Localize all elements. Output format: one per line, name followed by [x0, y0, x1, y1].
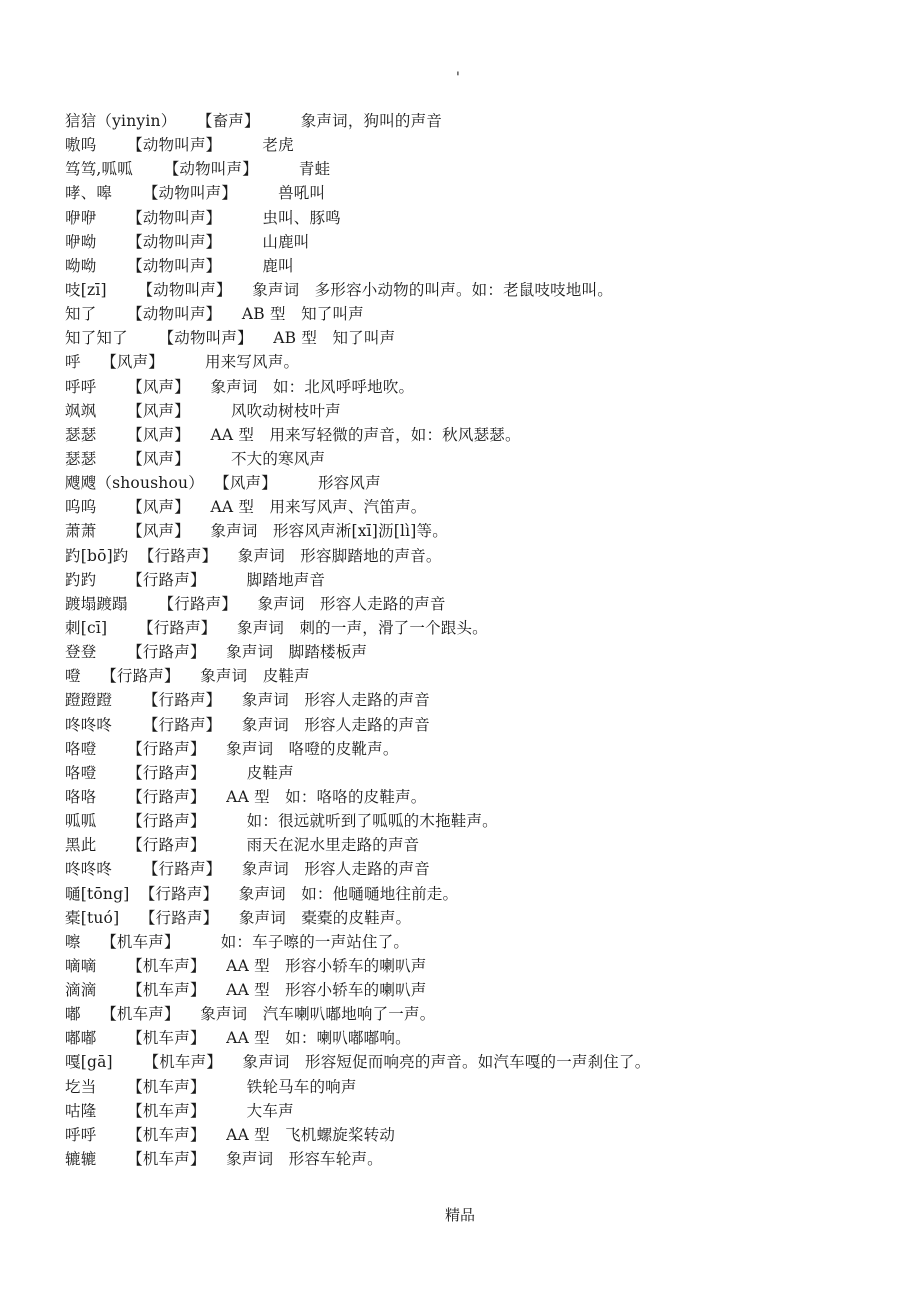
entry-line: 咚咚咚 【行路声】 象声词 形容人走路的声音 [65, 860, 430, 879]
entry-line: 刺[cī] 【行路声】 象声词 刺的一声，滑了一个跟头。 [65, 618, 488, 637]
entry-line: 咚咚咚 【行路声】 象声词 形容人走路的声音 [65, 715, 430, 734]
entry-line: 知了知了 【动物叫声】 AB 型 知了叫声 [65, 329, 396, 348]
entry-line: 呼呼 【风声】 象声词 如：北风呼呼地吹。 [65, 377, 415, 396]
entry-line: 萧萧 【风声】 象声词 形容风声淅[xī]沥[lì]等。 [65, 522, 448, 541]
entry-line: 呼 【风声】 用来写风声。 [65, 353, 300, 372]
entry-line: 呱呱 【行路声】 如：很远就听到了呱呱的木拖鞋声。 [65, 812, 498, 831]
entry-line: 咿呦 【动物叫声】 山鹿叫 [65, 232, 310, 251]
entry-line: 呼呼 【机车声】 AA 型 飞机螺旋桨转动 [65, 1125, 396, 1144]
entry-line: 滴滴 【机车声】 AA 型 形容小轿车的喇叭声 [65, 981, 427, 1000]
entry-line: 嘀嘀 【机车声】 AA 型 形容小轿车的喇叭声 [65, 956, 427, 975]
entry-line: 飒飒 【风声】 风吹动树枝叶声 [65, 401, 341, 420]
entry-line: 知了 【动物叫声】 AB 型 知了叫声 [65, 305, 364, 324]
entry-line: 登登 【行路声】 象声词 脚踏楼板声 [65, 643, 368, 662]
entry-line: 圪当 【机车声】 铁轮马车的响声 [65, 1077, 357, 1096]
entry-line: 哮、嗥 【动物叫声】 兽吼叫 [65, 184, 326, 203]
entry-line: 咯噔 【行路声】 皮鞋声 [65, 763, 294, 782]
entry-line: 飕飕（shoushou） 【风声】 形容风声 [65, 474, 381, 493]
page-footer: 精品 [444, 1206, 475, 1224]
entry-line: 嘟嘟 【机车声】 AA 型 如：喇叭嘟嘟响。 [65, 1029, 411, 1048]
entry-line: 黑此 【行路声】 雨天在泥水里走路的声音 [65, 836, 420, 855]
entry-line: 呦呦 【动物叫声】 鹿叫 [65, 256, 294, 275]
entry-line: 嚓 【机车声】 如：车子嚓的一声站住了。 [65, 932, 410, 951]
entry-line: 嘟 【机车声】 象声词 汽车喇叭嘟地响了一声。 [65, 1005, 436, 1024]
entry-line: 吱[zī] 【动物叫声】 象声词 多形容小动物的叫声。如：老鼠吱吱地叫。 [65, 280, 613, 299]
entry-line: 咿咿 【动物叫声】 虫叫、豚鸣 [65, 208, 341, 227]
entry-line: 嗷呜 【动物叫声】 老虎 [65, 136, 294, 155]
entry-line: 嘎[gā] 【机车声】 象声词 形容短促而响亮的声音。如汽车嘎的一声刹住了。 [65, 1053, 651, 1072]
entry-line: 橐[tuó] 【行路声】 象声词 橐橐的皮鞋声。 [65, 908, 412, 927]
entry-line: 踱塌踱蹋 【行路声】 象声词 形容人走路的声音 [65, 594, 446, 613]
entry-line: 瑟瑟 【风声】 不大的寒风声 [65, 449, 326, 468]
entry-line: 瑟瑟 【风声】 AA 型 用来写轻微的声音，如：秋风瑟瑟。 [65, 425, 521, 444]
entry-line: 蹬蹬蹬 【行路声】 象声词 形容人走路的声音 [65, 691, 430, 710]
entry-line: 狺狺（yinyin） 【畜声】 象声词，狗叫的声音 [65, 112, 443, 130]
entry-line: 趵[bō]趵 【行路声】 象声词 形容脚踏地的声音。 [65, 546, 442, 565]
top-mark: ' [456, 70, 460, 86]
entry-line: 呜呜 【风声】 AA 型 用来写风声、汽笛声。 [65, 498, 427, 517]
entry-line: 笃笃,呱呱 【动物叫声】 青蛙 [65, 160, 331, 179]
entry-line: 咕隆 【机车声】 大车声 [65, 1101, 294, 1120]
entry-line: 噔 【行路声】 象声词 皮鞋声 [65, 667, 310, 686]
entry-line: 嗵[tōng] 【行路声】 象声词 如：他嗵嗵地往前走。 [65, 884, 459, 903]
entry-list [65, 109, 885, 1171]
entry-line: 辘辘 【机车声】 象声词 形容车轮声。 [65, 1150, 383, 1169]
entry-line: 咯咯 【行路声】 AA 型 如：咯咯的皮鞋声。 [65, 787, 427, 806]
entry-line: 咯噔 【行路声】 象声词 咯噔的皮靴声。 [65, 739, 399, 758]
entry-line: 趵趵 【行路声】 脚踏地声音 [65, 570, 326, 589]
